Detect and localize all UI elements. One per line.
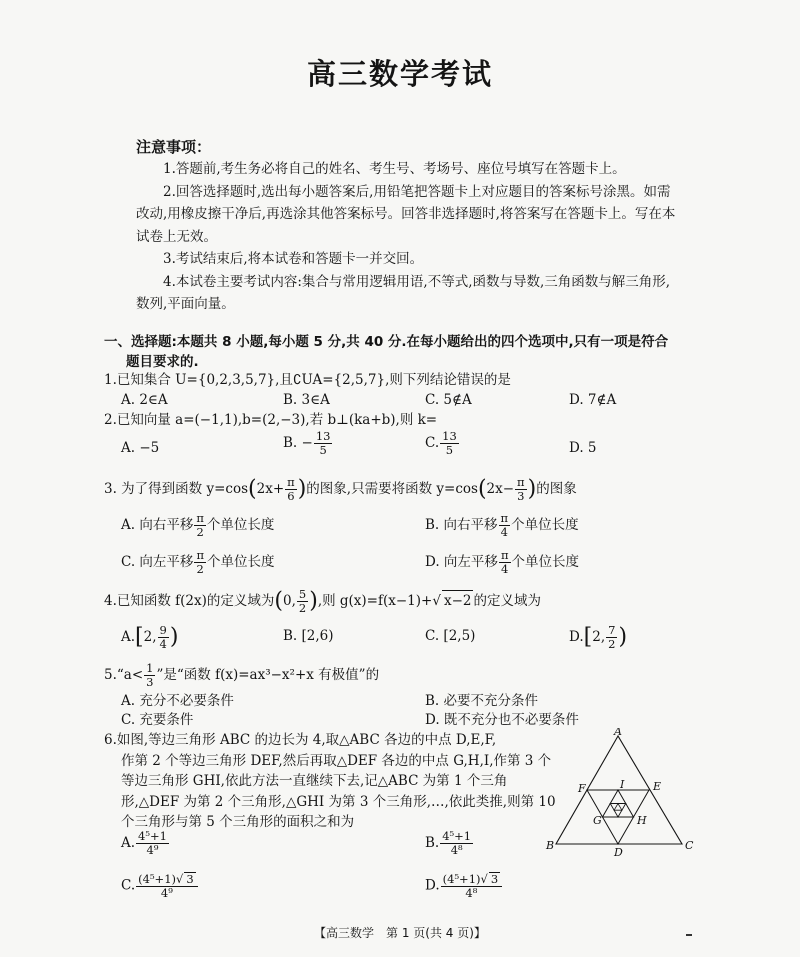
q2-c-den: 5	[445, 443, 454, 457]
label-g: G	[593, 814, 602, 827]
label-h: H	[637, 814, 647, 827]
q4-d-fraction	[606, 624, 617, 651]
page-title: 高三数学考试	[306, 57, 493, 91]
triangle-5	[614, 804, 622, 811]
q3-a-num: π	[196, 511, 204, 525]
q4-d-num: 7	[608, 623, 616, 637]
label-c: C	[685, 839, 694, 852]
q3-paren-open-2: (	[477, 476, 487, 502]
q4-a-bracket-open: [	[135, 624, 144, 650]
q4-paren-close: )	[309, 588, 318, 614]
q4-stem-part-b: ,则 g(x)=f(x−1)+	[317, 593, 433, 609]
q3-arg2-pre: 2x−	[486, 481, 515, 497]
q4-option-d	[569, 624, 627, 651]
q2-option-d: D. 5	[569, 440, 597, 456]
q5-option-c: C. 充要条件	[121, 712, 194, 728]
q6-d-fraction	[441, 872, 503, 900]
q3-d-pre: D. 向左平移	[425, 554, 498, 570]
q5-stem-part-a: 5.“a<	[104, 667, 144, 683]
label-e: E	[653, 780, 662, 793]
q3-d-num: π	[500, 548, 509, 562]
q5-num: 1	[146, 661, 154, 675]
q3-arg2-num: π	[517, 475, 525, 489]
q4-a-inner: 2,	[143, 629, 157, 645]
q3-stem-part-a: 3. 为了得到函数 y=cos	[104, 481, 249, 497]
q4-sqrt-sign: √	[432, 593, 441, 609]
q6-stem-rest: 作第 2 个等边三角形 DEF,然后再取△DEF 各边的中点 G,H,I,作第 3 个等边三角形 GHI,依此方法一直继续下去,记△ABC 为第 1 个三角形,△DEF 为第 2 个三角形,△GHI 为第 3 个三角形,…,依此类推,则第 10 个三角形与第 5 个三角形的面积之和为	[121, 752, 556, 830]
q2-option-a: A. −5	[121, 440, 160, 456]
q6-d-num	[441, 872, 503, 887]
note-item-4: 4.本试卷主要考试内容:集合与常用逻辑用语,不等式,函数与导数,三角函数与解三角形,数列,平面向量。	[136, 273, 671, 312]
notes-heading: 注意事项：	[136, 138, 212, 156]
q2-option-b	[283, 430, 333, 457]
q4-stem-part-c: 的定义域为	[473, 593, 541, 609]
q3-d-fraction	[499, 549, 511, 576]
q3-c-pre: C. 向左平移	[121, 554, 194, 570]
q6-a-num: 4⁵+1	[138, 829, 167, 843]
q4-option-c: C. [2,5)	[425, 628, 476, 644]
q1-option-d: D. 7∉A	[569, 392, 617, 408]
q5-option-d: D. 既不充分也不必要条件	[425, 712, 579, 728]
q6-c-sqrt-sign: √	[176, 872, 184, 886]
label-i: I	[620, 778, 625, 791]
q6-c-pre: C.	[121, 877, 136, 894]
q4-a-paren-close: )	[169, 624, 179, 650]
q5-option-a: A. 充分不必要条件	[121, 693, 234, 709]
q3-c-num: π	[196, 548, 204, 562]
q3-arg1-den: 6	[287, 489, 295, 503]
q3-arg1-pre: 2x+	[256, 481, 285, 497]
q6-a-pre: A.	[121, 835, 136, 851]
q2-c-num: 13	[442, 429, 457, 443]
q4-a-fraction	[158, 624, 169, 651]
q6-option-d	[425, 872, 503, 900]
q6-c-sqrt: 3	[186, 872, 194, 886]
q2-option-c	[425, 430, 460, 457]
q3-option-b	[425, 512, 579, 539]
q4-domain-pre: 0,	[283, 593, 296, 609]
section-heading	[104, 332, 704, 372]
q6-a-den: 4⁹	[146, 843, 159, 857]
q6-b-den: 4⁸	[450, 843, 463, 857]
q6-d-den: 4⁸	[465, 886, 478, 900]
q4-domain-den: 2	[298, 601, 307, 615]
q3-a-den: 2	[196, 525, 204, 539]
q3-paren-close-2: )	[527, 476, 537, 502]
q4-a-pre: A.	[121, 629, 136, 645]
q4-stem-part-a: 4.已知函数 f(2x)的定义域为	[104, 593, 275, 609]
q4-option-b: B. [2,6)	[283, 628, 334, 644]
q3-stem	[104, 476, 577, 503]
q4-domain-fraction	[297, 588, 308, 615]
q2-b-den: 5	[319, 443, 327, 457]
q2-stem: 2.已知向量 a=(−1,1),b=(2,−3),若 b⊥(ka+b),则 k=	[104, 412, 438, 428]
q4-domain-num: 5	[298, 587, 307, 601]
q2-b-prefix: B. −	[283, 435, 313, 451]
label-f: F	[578, 782, 586, 795]
q3-stem-part-b: 的图象,只需要将函数 y=cos	[306, 481, 478, 497]
q3-paren-close-1: )	[297, 476, 307, 502]
q5-stem-part-b: ”是“函数 f(x)=ax³−x²+x 有极值”的	[156, 667, 380, 683]
corner-mark	[686, 934, 692, 936]
section-line-2: 题目要求的.	[126, 354, 199, 370]
q6-b-fraction	[440, 830, 473, 857]
label-b: B	[546, 839, 555, 852]
section-line-1: 一、选择题:本题共 8 小题,每小题 5 分,共 40 分.在每小题给出的四个选项中,只有一项是符合	[104, 334, 669, 350]
q3-b-num: π	[500, 511, 509, 525]
q6-stem	[104, 730, 556, 833]
nested-triangles-figure	[540, 728, 700, 858]
q3-option-c	[121, 549, 275, 576]
q6-d-pre: D.	[425, 877, 440, 894]
q5-fraction	[144, 662, 155, 689]
q4-stem	[104, 588, 541, 615]
q1-option-a: A. 2∈A	[121, 392, 168, 408]
q6-d-sqrt: 3	[490, 872, 499, 886]
q1-stem: 1.已知集合 U={0,2,3,5,7},且∁UA={2,5,7},则下列结论错误的是	[104, 372, 511, 388]
q4-a-num: 9	[159, 623, 167, 637]
q4-paren-open: (	[274, 588, 283, 614]
q3-stem-part-c: 的图象	[536, 481, 577, 497]
q3-arg1-fraction	[285, 476, 297, 503]
q4-sqrt-content: x−2	[442, 590, 474, 611]
q3-arg1-num: π	[287, 475, 295, 489]
q6-stem-first: 6.如图,等边三角形 ABC 的边长为 4,取△ABC 各边的中点 D,E,F,	[104, 732, 497, 748]
notes-block	[136, 158, 676, 316]
q2-b-num: 13	[315, 429, 331, 443]
q4-d-den: 2	[608, 637, 616, 651]
q3-arg2-den: 3	[517, 489, 525, 503]
q4-d-pre: D.	[569, 629, 584, 645]
q3-b-den: 4	[500, 525, 508, 539]
q4-d-paren-close: )	[618, 624, 628, 650]
q4-d-bracket-open: [	[583, 624, 593, 650]
q6-c-fraction	[136, 872, 198, 900]
q6-b-num: 4⁵+1	[442, 829, 472, 843]
q4-option-a	[121, 624, 178, 651]
q6-c-den: 4⁹	[160, 886, 173, 900]
q4-a-den: 4	[159, 637, 167, 651]
q5-stem	[104, 662, 379, 689]
q3-a-fraction	[194, 512, 206, 539]
q6-option-c	[121, 872, 199, 900]
q6-option-b	[425, 830, 474, 857]
q3-c-post: 个单位长度	[207, 554, 275, 570]
label-d: D	[614, 846, 623, 858]
q3-option-a	[121, 512, 274, 539]
q5-den: 3	[146, 675, 154, 689]
q1-option-c: C. 5∉A	[425, 392, 472, 408]
q6-d-sqrt-sign: √	[480, 872, 488, 886]
q6-c-num	[136, 872, 198, 887]
note-item-2: 2.回答选择题时,选出每小题答案后,用铅笔把答题卡上对应题目的答案标号涂黑。如需改动,用橡皮擦干净后,再选涂其他答案标号。回答非选择题时,将答案写在答题卡上。写在本试卷上无效。	[136, 183, 676, 245]
q3-a-post: 个单位长度	[206, 517, 275, 533]
q6-option-a	[121, 830, 170, 857]
q3-c-fraction	[194, 549, 206, 576]
q5-option-b: B. 必要不充分条件	[425, 693, 539, 709]
q3-a-pre: A. 向右平移	[121, 517, 194, 533]
page-footer: 【高三数学 第 1 页(共 4 页)】	[314, 926, 486, 940]
q3-b-fraction	[499, 512, 511, 539]
note-item-3: 3.考试结束后,将本试卷和答题卡一并交回。	[163, 251, 424, 267]
q2-b-fraction	[314, 430, 333, 457]
q6-a-fraction	[136, 830, 169, 857]
q3-c-den: 2	[196, 562, 204, 576]
q2-c-prefix: C.	[425, 435, 440, 451]
q2-c-fraction	[440, 430, 459, 457]
q3-arg2-fraction	[515, 476, 527, 503]
q1-option-b: B. 3∈A	[283, 392, 330, 408]
q3-d-den: 4	[501, 562, 509, 576]
q6-c-num-a: (4⁵+1)	[138, 872, 176, 886]
q4-d-inner: 2,	[592, 629, 606, 645]
label-a: A	[614, 728, 622, 738]
q3-b-pre: B. 向右平移	[425, 517, 498, 533]
q6-d-num-a: (4⁵+1)	[442, 872, 481, 886]
q3-d-post: 个单位长度	[511, 554, 579, 570]
q3-paren-open-1: (	[248, 476, 257, 502]
q6-b-pre: B.	[425, 835, 440, 851]
q3-b-post: 个单位长度	[511, 517, 579, 533]
note-item-1: 1.答题前,考生务必将自己的姓名、考生号、考场号、座位号填写在答题卡上。	[163, 161, 626, 177]
q3-option-d	[425, 549, 579, 576]
